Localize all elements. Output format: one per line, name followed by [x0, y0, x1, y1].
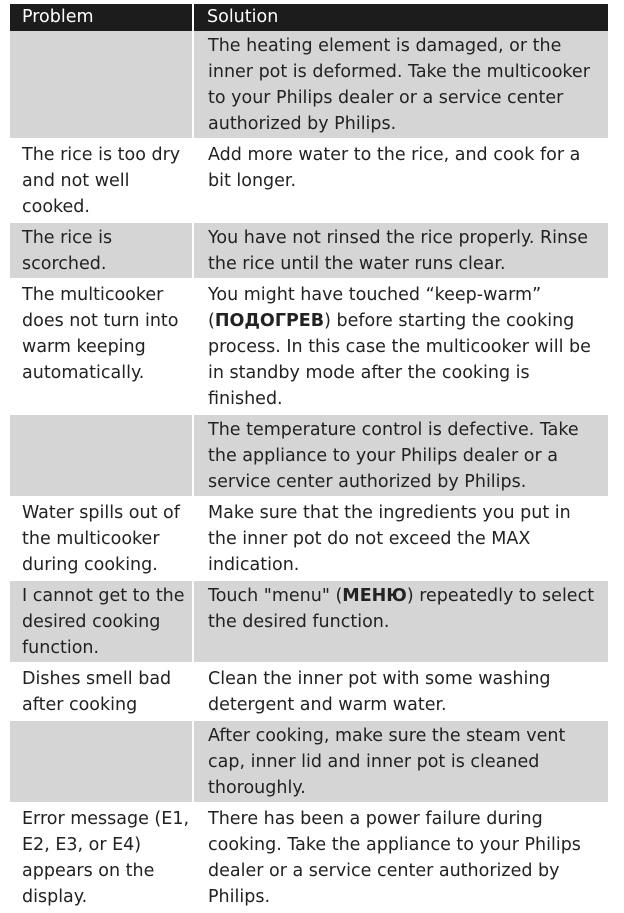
table-row	[10, 664, 608, 721]
table-header	[10, 4, 608, 31]
problem-cell	[10, 31, 192, 138]
solution-cell	[192, 280, 608, 413]
header-problem: Problem	[22, 7, 94, 27]
table-row	[10, 498, 608, 581]
table-row	[10, 31, 608, 140]
problem-cell: The rice is too dry and not well cooked.	[22, 145, 181, 217]
solution-cell: The temperature control is defective. Take the appliance to your Philips dealer or a service center authorized by Philips.	[192, 415, 608, 496]
problem-cell	[10, 415, 192, 496]
problem-cell: Water spills out of the multicooker during cooking.	[22, 503, 180, 575]
solution-cell: Make sure that the ingredients you put in the inner pot do not exceed the MAX indication.	[192, 498, 608, 579]
problem-cell: I cannot get to the desired cooking function.	[22, 586, 185, 658]
solution-cell: You have not rinsed the rice properly. Rinse the rice until the water runs clear.	[192, 223, 608, 278]
solution-cell: There has been a power failure during cooking. Take the appliance to your Philips dealer or a service center authorized by Philips.	[192, 804, 608, 911]
table-row	[10, 140, 608, 223]
solution-text: Touch "menu" (	[208, 586, 343, 606]
keep-warm-russian-label: ПОДОГРЕВ	[214, 311, 325, 331]
problem-cell: The multicooker does not turn into warm keeping automatically.	[22, 285, 179, 383]
solution-cell	[192, 581, 608, 662]
table-row	[10, 804, 608, 913]
table-row	[10, 581, 608, 664]
solution-text: ) before starting the cooking process. In this case the multicooker will be in standby mode after the cooking is finished.	[208, 311, 591, 409]
menu-russian-label: МЕНЮ	[342, 586, 407, 606]
troubleshooting-table	[10, 4, 608, 913]
solution-cell: After cooking, make sure the steam vent cap, inner lid and inner pot is cleaned thoroughly.	[192, 721, 608, 802]
table-row	[10, 223, 608, 280]
header-solution: Solution	[192, 4, 608, 31]
solution-text: You might have touched “keep-warm” (	[208, 285, 542, 331]
table-row	[10, 721, 608, 804]
problem-cell: Dishes smell bad after cooking	[22, 669, 172, 715]
problem-cell: The rice is scorched.	[22, 228, 113, 274]
solution-cell: Add more water to the rice, and cook for a bit longer.	[192, 140, 608, 221]
solution-cell: Clean the inner pot with some washing detergent and warm water.	[192, 664, 608, 719]
table-row	[10, 415, 608, 498]
table-row	[10, 280, 608, 415]
problem-cell	[10, 721, 192, 802]
problem-cell: Error message (E1, E2, E3, or E4) appears on the display.	[22, 809, 190, 907]
solution-text: ) repeatedly to select the desired function.	[208, 586, 595, 632]
solution-cell: The heating element is damaged, or the inner pot is deformed. Take the multicooker to your Philips dealer or a service center authorized by Philips.	[192, 31, 608, 138]
